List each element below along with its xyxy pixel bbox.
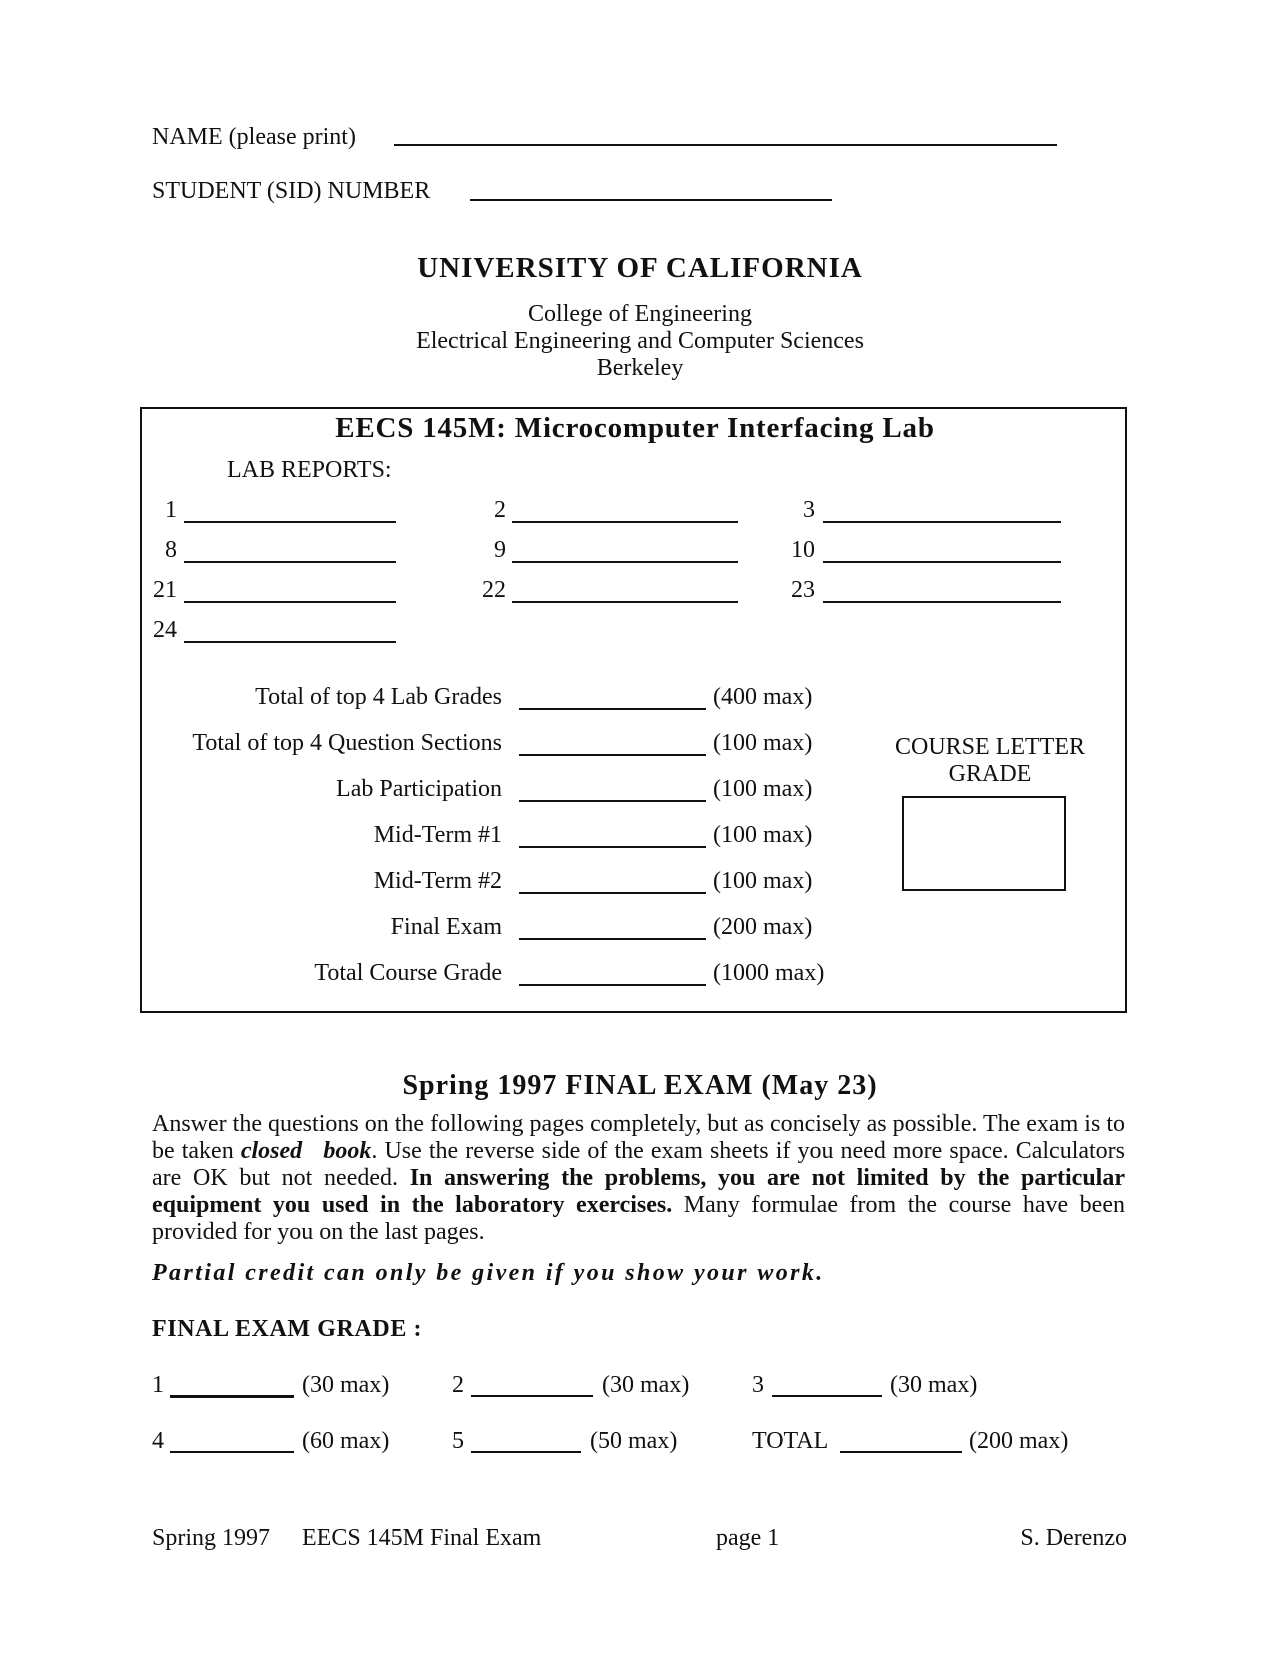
total-max: (100 max) <box>713 868 813 894</box>
total-label: Mid-Term #1 <box>373 822 502 848</box>
question-number: 1 <box>152 1372 164 1398</box>
lab-grade-line[interactable] <box>823 601 1061 603</box>
total-input-line[interactable] <box>519 846 706 848</box>
lab-number: 24 <box>153 617 177 643</box>
question-max: (30 max) <box>602 1372 690 1398</box>
lab-grade-line[interactable] <box>823 561 1061 563</box>
total-input-line[interactable] <box>519 754 706 756</box>
question-max: (60 max) <box>302 1428 390 1454</box>
lab-grade-line[interactable] <box>512 561 738 563</box>
lab-number: 10 <box>791 537 815 563</box>
course-title: EECS 145M: Microcomputer Interfacing Lab <box>335 412 935 444</box>
total-max: (100 max) <box>713 776 813 802</box>
college-line: College of Engineering <box>528 301 752 327</box>
closed-word: closed <box>240 1138 303 1164</box>
name-input-line[interactable] <box>394 144 1057 146</box>
total-label: Mid-Term #2 <box>373 868 502 894</box>
name-label: NAME (please print) <box>152 124 356 150</box>
department-line: Electrical Engineering and Computer Sciences <box>416 328 864 354</box>
footer-term: Spring 1997 <box>152 1525 271 1551</box>
total-input-line[interactable] <box>519 984 706 986</box>
lab-number: 22 <box>482 577 506 603</box>
lab-grade-line[interactable] <box>184 561 396 563</box>
lab-grade-line[interactable] <box>512 521 738 523</box>
lab-number: 9 <box>494 537 506 563</box>
total-label: Total of top 4 Question Sections <box>192 730 502 756</box>
question-max: (30 max) <box>302 1372 390 1398</box>
total-label: Final Exam <box>390 914 502 940</box>
total-label: Total of top 4 Lab Grades <box>255 684 502 710</box>
lab-number: 21 <box>153 577 177 603</box>
question-grade-line[interactable] <box>471 1451 581 1453</box>
question-grade-line[interactable] <box>471 1395 593 1397</box>
footer-page-number: page 1 <box>716 1525 780 1551</box>
total-input-line[interactable] <box>519 708 706 710</box>
question-grade-line[interactable] <box>772 1395 882 1397</box>
question-max: (200 max) <box>969 1428 1069 1454</box>
question-number: 4 <box>152 1428 164 1454</box>
total-max: (1000 max) <box>713 960 825 986</box>
total-max: (100 max) <box>713 730 813 756</box>
question-number: 5 <box>452 1428 464 1454</box>
question-max: (30 max) <box>890 1372 978 1398</box>
bold-instruction: In answering the problems, you are not limited by the particular equipment you used in the laboratory exercises. <box>152 1165 1125 1218</box>
lab-number: 23 <box>791 577 815 603</box>
total-max: (400 max) <box>713 684 813 710</box>
sid-input-line[interactable] <box>470 199 832 201</box>
exam-instructions <box>152 1111 1125 1246</box>
exam-grade-heading: FINAL EXAM GRADE : <box>152 1316 423 1342</box>
sid-label: STUDENT (SID) NUMBER <box>152 178 431 204</box>
lab-number: 2 <box>494 497 506 523</box>
lab-grade-line[interactable] <box>184 521 396 523</box>
university-heading: UNIVERSITY OF CALIFORNIA <box>417 252 863 284</box>
letter-grade-label: COURSE LETTER <box>895 734 1085 760</box>
question-number: 2 <box>452 1372 464 1398</box>
lab-number: 8 <box>165 537 177 563</box>
question-grade-line[interactable] <box>170 1395 294 1398</box>
total-label: Lab Participation <box>336 776 502 802</box>
lab-grade-line[interactable] <box>184 601 396 603</box>
exam-title: Spring 1997 FINAL EXAM (May 23) <box>402 1070 878 1101</box>
total-input-line[interactable] <box>519 800 706 802</box>
book-word: book <box>323 1138 372 1164</box>
lab-number: 1 <box>165 497 177 523</box>
question-max: (50 max) <box>590 1428 678 1454</box>
lab-grade-line[interactable] <box>823 521 1061 523</box>
campus-line: Berkeley <box>596 355 684 381</box>
total-input-line[interactable] <box>519 938 706 940</box>
lab-grade-line[interactable] <box>184 641 396 643</box>
letter-grade-input-box[interactable] <box>902 796 1066 891</box>
lab-grade-line[interactable] <box>512 601 738 603</box>
footer-course: EECS 145M Final Exam <box>302 1525 542 1551</box>
total-max: (100 max) <box>713 822 813 848</box>
instructions-text: . Use the reverse side of the exam sheets if you need more space. Calculators are OK but not needed. <box>152 1138 1126 1191</box>
total-max: (200 max) <box>713 914 813 940</box>
footer-author: S. Derenzo <box>1020 1525 1127 1551</box>
total-label: Total Course Grade <box>314 960 502 986</box>
question-number: 3 <box>752 1372 764 1398</box>
lab-number: 3 <box>803 497 815 523</box>
question-number: TOTAL <box>752 1428 829 1454</box>
lab-reports-label: LAB REPORTS: <box>227 457 392 483</box>
question-grade-line[interactable] <box>840 1451 962 1453</box>
total-input-line[interactable] <box>519 892 706 894</box>
letter-grade-label-line2: GRADE <box>948 761 1032 787</box>
partial-credit-note: Partial credit can only be given if you show your work. <box>152 1260 825 1286</box>
instructions-text: Many formulae from the course have been provided for you on the last pages. <box>152 1192 1125 1245</box>
instructions-text: Answer the questions on the following pages completely, but as concisely as possible. The exam is to be taken <box>152 1111 1125 1164</box>
question-grade-line[interactable] <box>170 1451 294 1453</box>
